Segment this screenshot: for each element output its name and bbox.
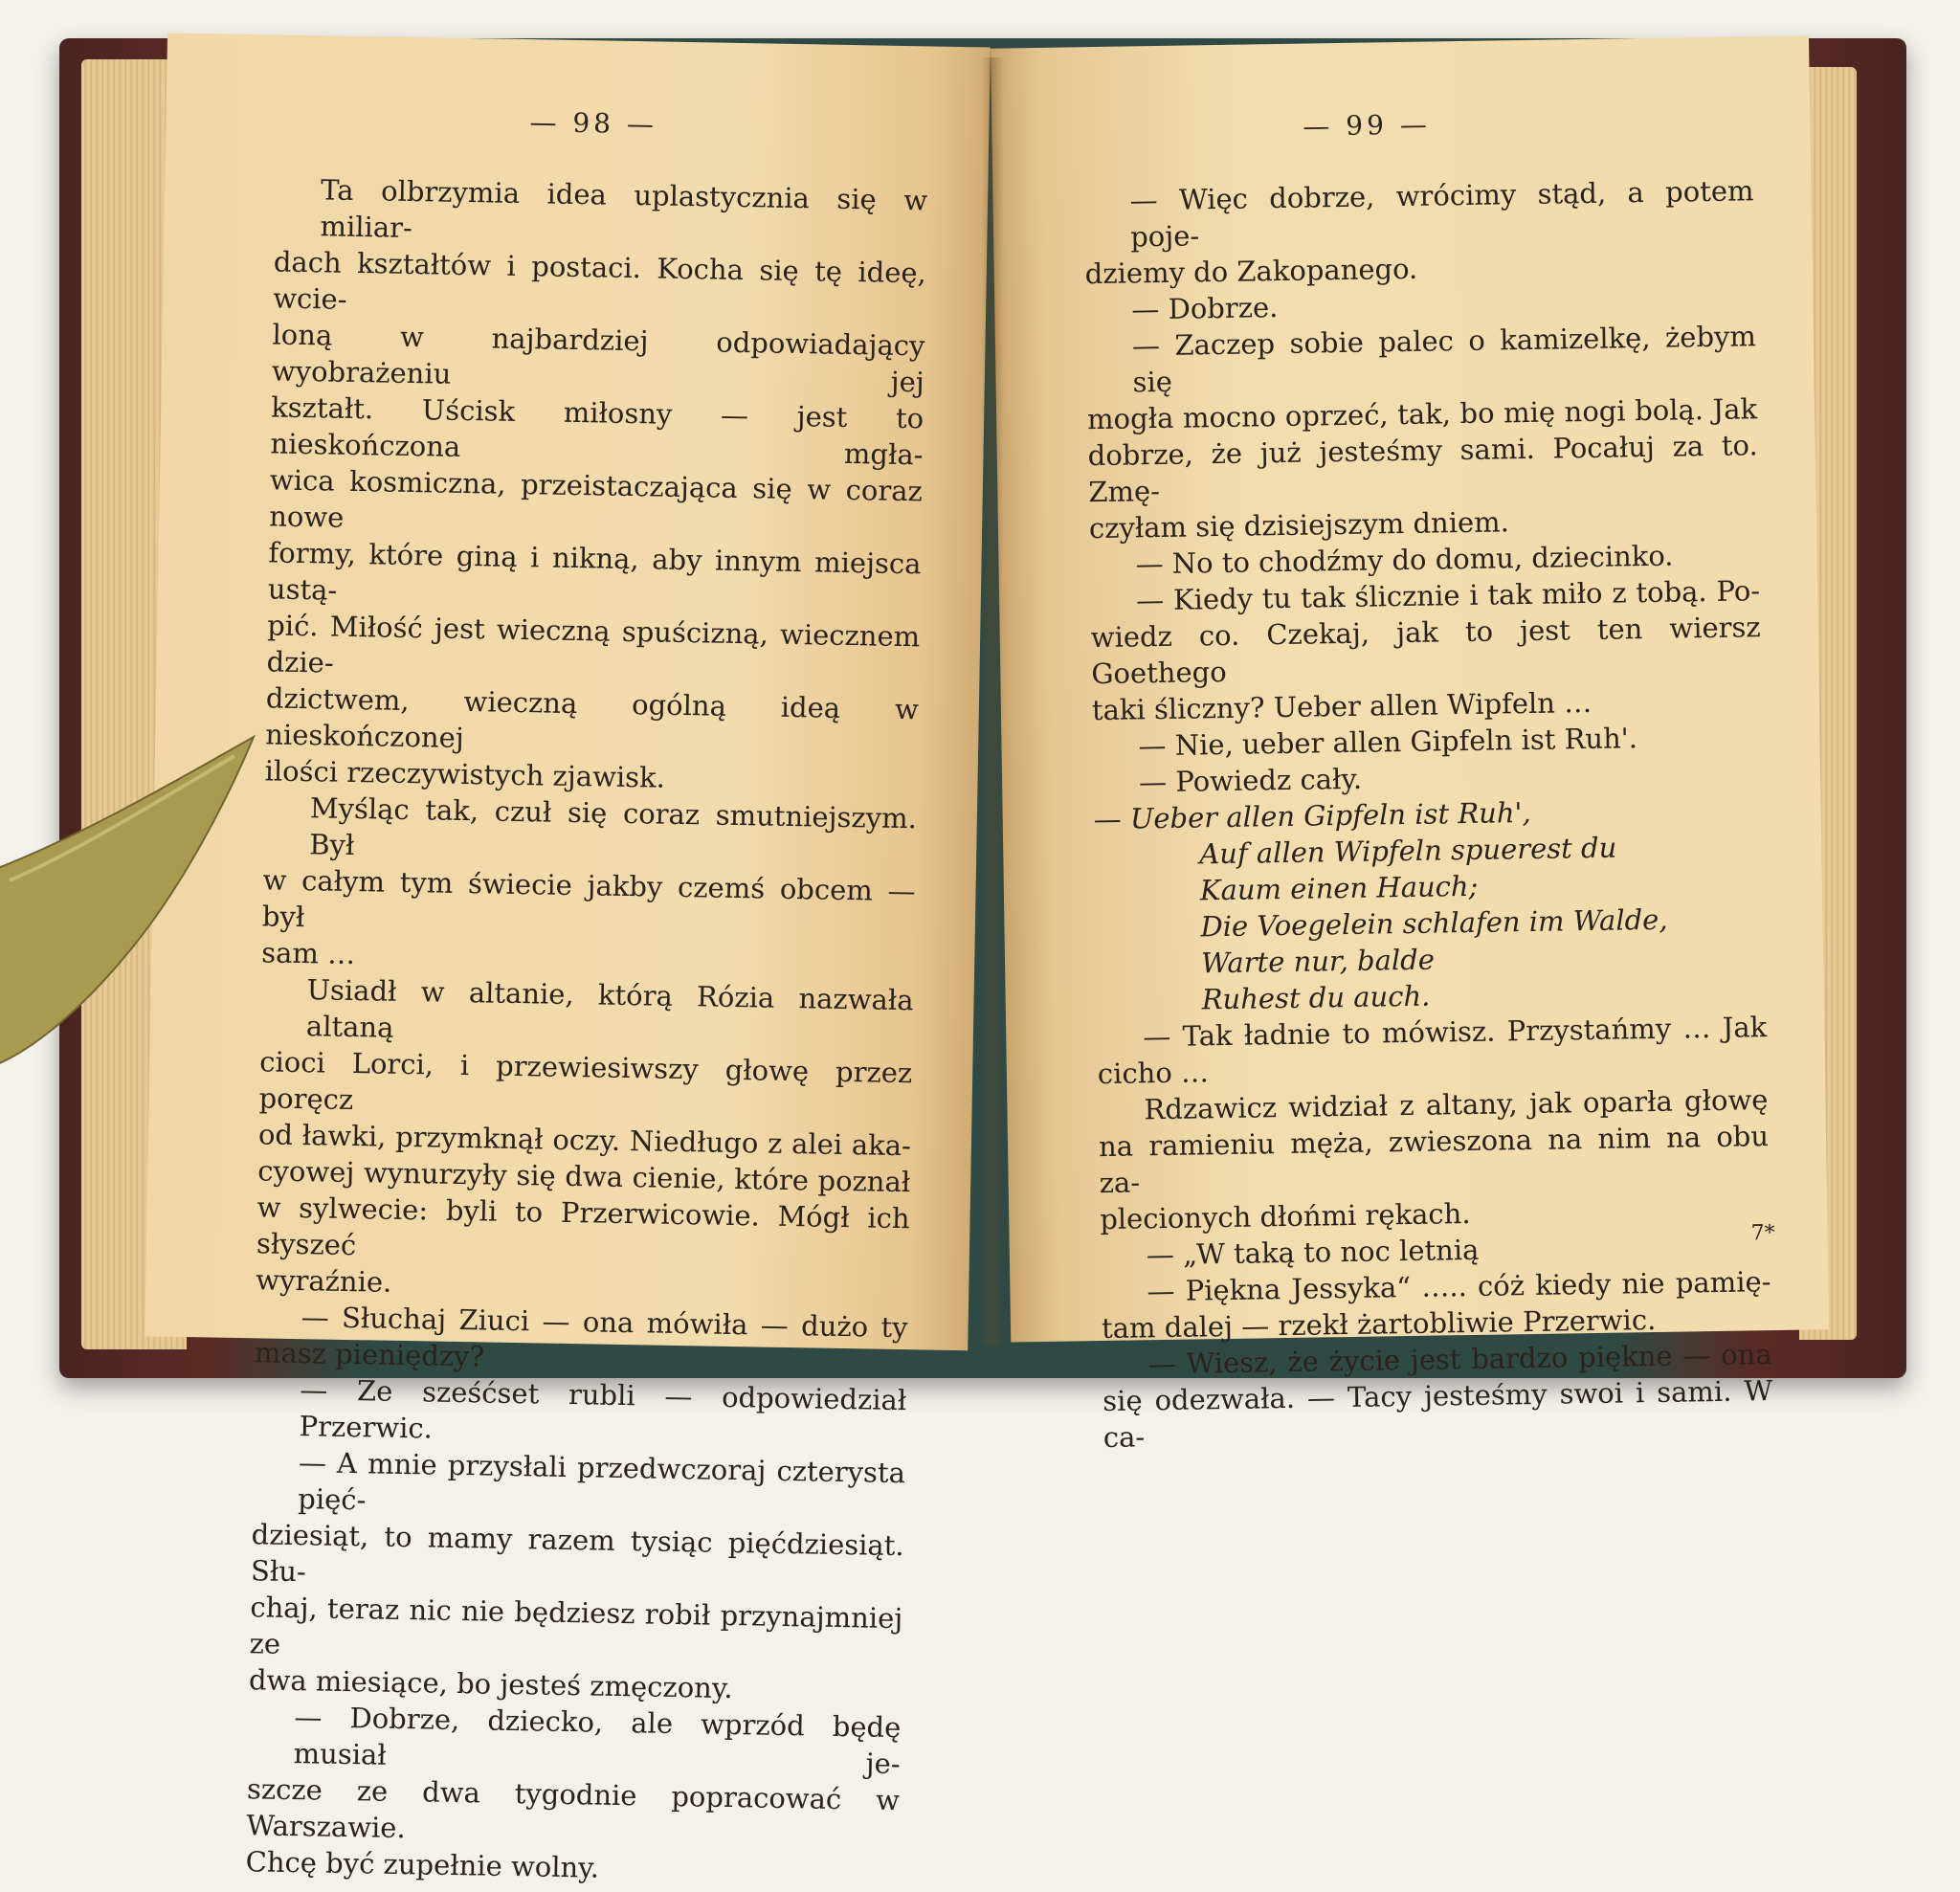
text-line: — Słuchaj Ziuci — ona mówiła — dużo ty <box>301 1301 908 1345</box>
text-line: taki śliczny? Ueber allen Wipfeln … <box>1091 685 1592 727</box>
poem-line: Ruhest du auch. <box>1201 979 1431 1016</box>
text-line: dobrze, że już jesteśmy sami. Pocałuj za to. Zmę- <box>1087 429 1758 509</box>
right-page-text <box>1083 172 1773 1456</box>
text-line: wica kosmiczna, przeistaczająca się w coraz nowe <box>268 463 924 534</box>
poem-line: Auf allen Wipfeln spuerest du <box>1199 831 1617 871</box>
text-line: — „W taką to noc letnią <box>1146 1233 1480 1272</box>
text-line: w całym tym świecie jakby czemś obcem — był <box>261 863 916 934</box>
text-line: plecionych dłońmi rękach. <box>1100 1196 1471 1236</box>
text-line: masz pieniędzy? <box>254 1336 485 1373</box>
text-line: cicho … <box>1097 1056 1210 1091</box>
text-line: mogła mocno oprzeć, tak, bo mię nogi bolą. Jak <box>1086 392 1758 436</box>
poem-line: Kaum einen Hauch; <box>1199 869 1479 907</box>
brass-bookmark-icon <box>0 737 268 1120</box>
text-line: — Dobrze. <box>1131 291 1279 326</box>
text-line: — Więc dobrze, wrócimy stąd, a potem poje- <box>1129 174 1754 254</box>
text-line: — No to chodźmy do domu, dziecinko. <box>1135 539 1674 581</box>
text-line: formy, które giną i nikną, aby innym miejsca ustą- <box>267 536 922 607</box>
left-page-text <box>245 170 927 1891</box>
text-line: kształt. Uścisk miłosny — jest to nieskończona mgła- <box>270 390 924 472</box>
text-line: — Tak ładnie to mówisz. Przystańmy … Jak <box>1143 1011 1768 1054</box>
text-line: loną w najbardziej odpowiadający wyobrażeniu jej <box>271 318 925 399</box>
poem-line: Warte nur, balde <box>1200 943 1436 980</box>
text-line: — Nie, ueber allen Gipfeln ist Ruh'. <box>1138 722 1638 763</box>
text-line: dach kształtów i postaci. Kocha się tę ideę, wcie- <box>272 245 927 316</box>
text-line: dziemy do Zakopanego. <box>1084 252 1418 291</box>
text-line: Chcę być zupełnie wolny. <box>245 1845 600 1884</box>
right-page <box>991 35 1829 1455</box>
text-line: sam … <box>261 936 356 971</box>
text-line: Usiadł w altanie, którą Rózia nazwała altaną <box>305 973 914 1044</box>
text-line: — Powiedz cały. <box>1138 762 1363 799</box>
text-line: wiedz co. Czekaj, jak to jest ten wiersz Goethego <box>1090 611 1761 691</box>
text-line: się odezwała. — Tacy jesteśmy swoi i sami. W ca- <box>1102 1374 1773 1455</box>
text-line: na ramieniu męża, zwieszona na nim na obu za- <box>1098 1120 1770 1200</box>
text-line: od ławki, przymknął oczy. Niedługo z alei aka- <box>257 1118 912 1163</box>
poem-line: — Ueber allen Gipfeln ist Ruh', <box>1093 795 1531 836</box>
poem-line: Die Voegelein schlafen im Walde, <box>1200 902 1668 944</box>
text-line: — Wiesz, że życie jest bardzo piękne — ona <box>1147 1338 1772 1381</box>
text-line: wyraźnie. <box>256 1263 392 1299</box>
text-line: cioci Lorci, i przewiesiwszy głowę przez poręcz <box>258 1045 913 1117</box>
text-line: — A mnie przysłali przedwczoraj czterysta pięć- <box>298 1446 906 1517</box>
text-line: chaj, teraz nic nie będziesz robił przynajmniej ze <box>249 1591 903 1660</box>
book-gutter <box>981 57 1004 1345</box>
text-line: dzictwem, wieczną ogólną ideą w nieskończonej <box>264 681 920 755</box>
text-line: dziesiąt, to mamy razem tysiąc pięćdziesiąt. Słu- <box>250 1518 904 1589</box>
text-line: Myśląc tak, czuł się coraz smutniejszym. Był <box>308 791 918 862</box>
text-line: czyłam się dzisiejszym dniem. <box>1088 505 1510 545</box>
left-page <box>145 33 991 1884</box>
signature-mark: 7* <box>1750 1220 1775 1246</box>
text-line: w sylwecie: byli to Przerwicowie. Mógł ich słyszeć <box>256 1191 910 1262</box>
text-line: — Piękna Jessyka“ ….. cóż kiedy nie pamię- <box>1147 1265 1771 1308</box>
text-line: Ta olbrzymia idea uplastycznia się w miliar- <box>320 173 928 244</box>
text-line: tam dalej — rzekł żartobliwie Przerwic. <box>1101 1302 1657 1346</box>
text-line: szcze ze dwa tygodnie popracować w Warszawie. <box>246 1772 901 1845</box>
page-number-98: — 98 — <box>529 106 658 141</box>
text-line: cyowej wynurzyły się dwa cienie, które poznał <box>257 1154 911 1199</box>
text-line: ilości rzeczywistych zjawisk. <box>264 754 666 794</box>
text-line: pić. Miłość jest wieczną spuścizną, wiecznem dzie- <box>266 609 921 679</box>
text-line: dwa miesiące, bo jesteś zmęczony. <box>248 1663 733 1705</box>
page-number-99: — 99 — <box>1303 108 1432 143</box>
text-line: — Zaczep sobie palec o kamizelkę, żebym się <box>1131 320 1757 399</box>
text-line: — Kiedy tu tak ślicznie i tak miło z tobą. Po- <box>1135 574 1761 617</box>
text-line: — Ze sześćset rubli — odpowiedział Przerwic. <box>299 1373 907 1445</box>
text-line: — Dobrze, dziecko, ale wprzód będę musiał je- <box>293 1701 902 1781</box>
text-line: Rdzawicz widział z altany, jak oparła głowę <box>1144 1083 1769 1126</box>
